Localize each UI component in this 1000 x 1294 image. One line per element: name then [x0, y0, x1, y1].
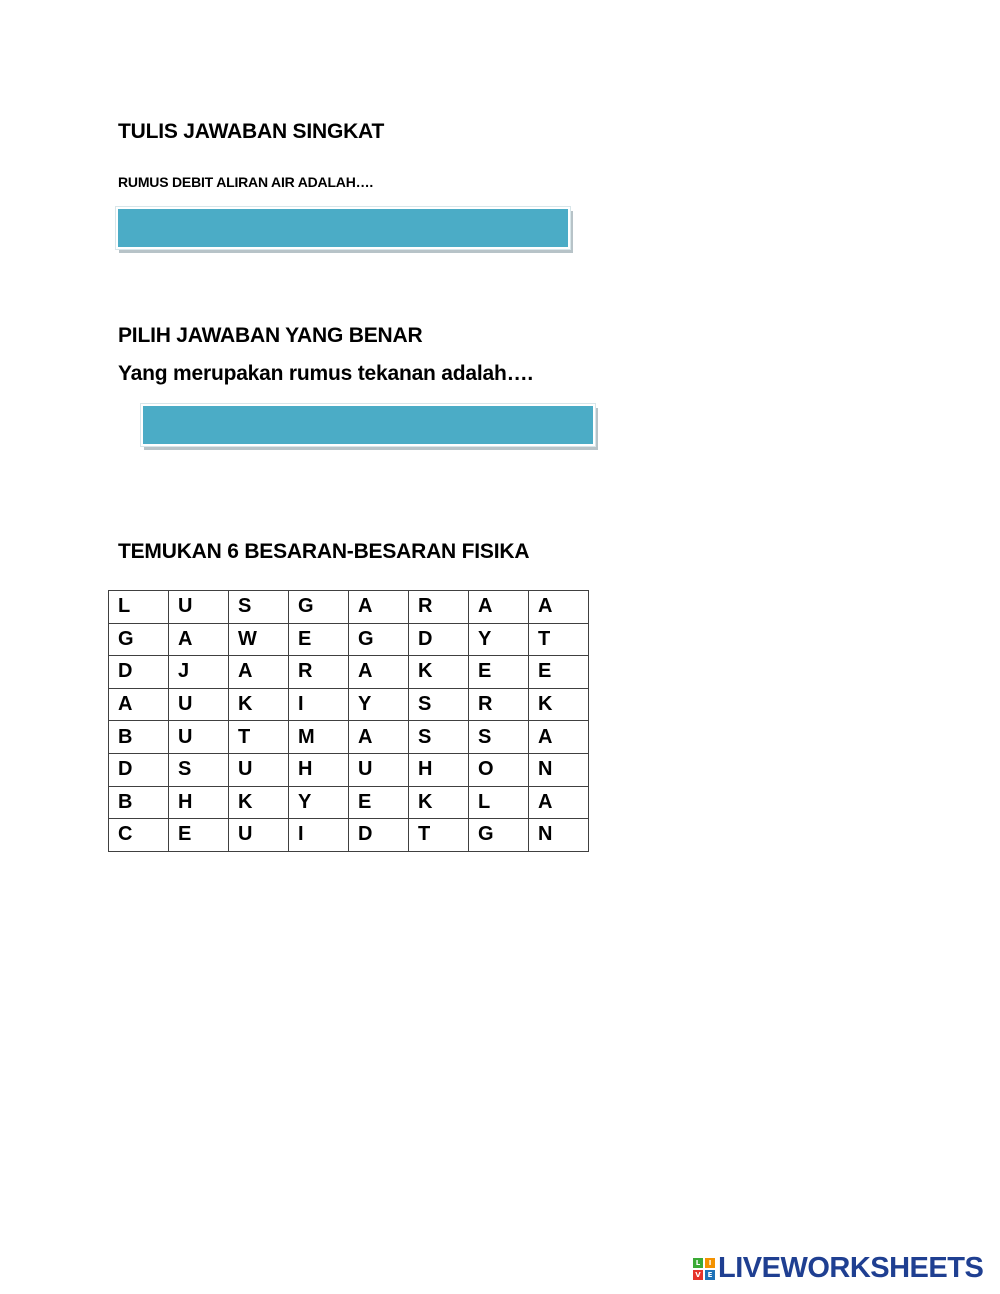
grid-cell[interactable]: D	[109, 753, 169, 786]
grid-cell[interactable]: A	[349, 591, 409, 624]
grid-row	[109, 688, 589, 721]
grid-cell[interactable]: K	[409, 786, 469, 819]
grid-cell[interactable]: I	[289, 688, 349, 721]
pressure-answer-dropdown[interactable]	[141, 404, 595, 446]
grid-cell[interactable]: R	[409, 591, 469, 624]
grid-cell[interactable]: A	[169, 623, 229, 656]
grid-cell[interactable]: E	[349, 786, 409, 819]
grid-row	[109, 786, 589, 819]
grid-cell[interactable]: U	[169, 688, 229, 721]
grid-cell[interactable]: J	[169, 656, 229, 689]
liveworksheets-logo	[693, 1252, 983, 1285]
grid-cell[interactable]: H	[289, 753, 349, 786]
grid-cell[interactable]: U	[169, 591, 229, 624]
grid-cell[interactable]: U	[349, 753, 409, 786]
grid-cell[interactable]: G	[349, 623, 409, 656]
grid-cell[interactable]: N	[529, 819, 589, 852]
grid-cell[interactable]: G	[469, 819, 529, 852]
grid-cell[interactable]: N	[529, 753, 589, 786]
grid-cell[interactable]: W	[229, 623, 289, 656]
grid-cell[interactable]: R	[469, 688, 529, 721]
grid-cell[interactable]: B	[109, 721, 169, 754]
grid-row	[109, 819, 589, 852]
grid-cell[interactable]: H	[169, 786, 229, 819]
grid-cell[interactable]: D	[349, 819, 409, 852]
grid-cell[interactable]: D	[409, 623, 469, 656]
grid-cell[interactable]: A	[229, 656, 289, 689]
grid-cell[interactable]: S	[229, 591, 289, 624]
grid-cell[interactable]: S	[169, 753, 229, 786]
grid-cell[interactable]: G	[289, 591, 349, 624]
grid-cell[interactable]: C	[109, 819, 169, 852]
liveworksheets-logo-text: LIVEWORKSHEETS	[718, 1252, 984, 1284]
grid-cell[interactable]: S	[409, 688, 469, 721]
grid-cell[interactable]: T	[409, 819, 469, 852]
grid-cell[interactable]: S	[409, 721, 469, 754]
grid-cell[interactable]: S	[469, 721, 529, 754]
section3-heading: TEMUKAN 6 BESARAN-BESARAN FISIKA	[118, 540, 530, 563]
grid-cell[interactable]: I	[289, 819, 349, 852]
grid-cell[interactable]: A	[109, 688, 169, 721]
grid-cell[interactable]: E	[289, 623, 349, 656]
grid-cell[interactable]: D	[109, 656, 169, 689]
grid-cell[interactable]: A	[529, 786, 589, 819]
grid-cell[interactable]: K	[229, 688, 289, 721]
grid-cell[interactable]: A	[529, 721, 589, 754]
grid-cell[interactable]: U	[169, 721, 229, 754]
grid-cell[interactable]: A	[349, 721, 409, 754]
grid-cell[interactable]: T	[529, 623, 589, 656]
word-search-grid[interactable]	[108, 590, 589, 852]
grid-cell[interactable]: A	[349, 656, 409, 689]
grid-cell[interactable]: G	[109, 623, 169, 656]
grid-row	[109, 721, 589, 754]
pressure-question: Yang merupakan rumus tekanan adalah….	[118, 362, 534, 385]
grid-cell[interactable]: Y	[469, 623, 529, 656]
grid-cell[interactable]: T	[229, 721, 289, 754]
grid-cell[interactable]: U	[229, 819, 289, 852]
grid-cell[interactable]: E	[169, 819, 229, 852]
grid-cell[interactable]: A	[469, 591, 529, 624]
grid-cell[interactable]: K	[409, 656, 469, 689]
grid-cell[interactable]: B	[109, 786, 169, 819]
debit-answer-box[interactable]	[116, 207, 570, 249]
grid-cell[interactable]: M	[289, 721, 349, 754]
debit-question: RUMUS DEBIT ALIRAN AIR ADALAH….	[118, 174, 374, 190]
grid-row	[109, 753, 589, 786]
grid-cell[interactable]: Y	[349, 688, 409, 721]
grid-cell[interactable]: U	[229, 753, 289, 786]
grid-row	[109, 656, 589, 689]
grid-cell[interactable]: L	[469, 786, 529, 819]
grid-cell[interactable]: O	[469, 753, 529, 786]
grid-row	[109, 623, 589, 656]
section2-heading: PILIH JAWABAN YANG BENAR	[118, 324, 423, 347]
grid-cell[interactable]: Y	[289, 786, 349, 819]
grid-cell[interactable]: A	[529, 591, 589, 624]
grid-cell[interactable]: E	[529, 656, 589, 689]
liveworksheets-logo-icon: L I V E	[693, 1258, 715, 1280]
section1-heading: TULIS JAWABAN SINGKAT	[118, 120, 385, 143]
grid-cell[interactable]: K	[529, 688, 589, 721]
grid-row	[109, 591, 589, 624]
grid-cell[interactable]: R	[289, 656, 349, 689]
grid-cell[interactable]: K	[229, 786, 289, 819]
grid-cell[interactable]: E	[469, 656, 529, 689]
grid-cell[interactable]: H	[409, 753, 469, 786]
grid-cell[interactable]: L	[109, 591, 169, 624]
